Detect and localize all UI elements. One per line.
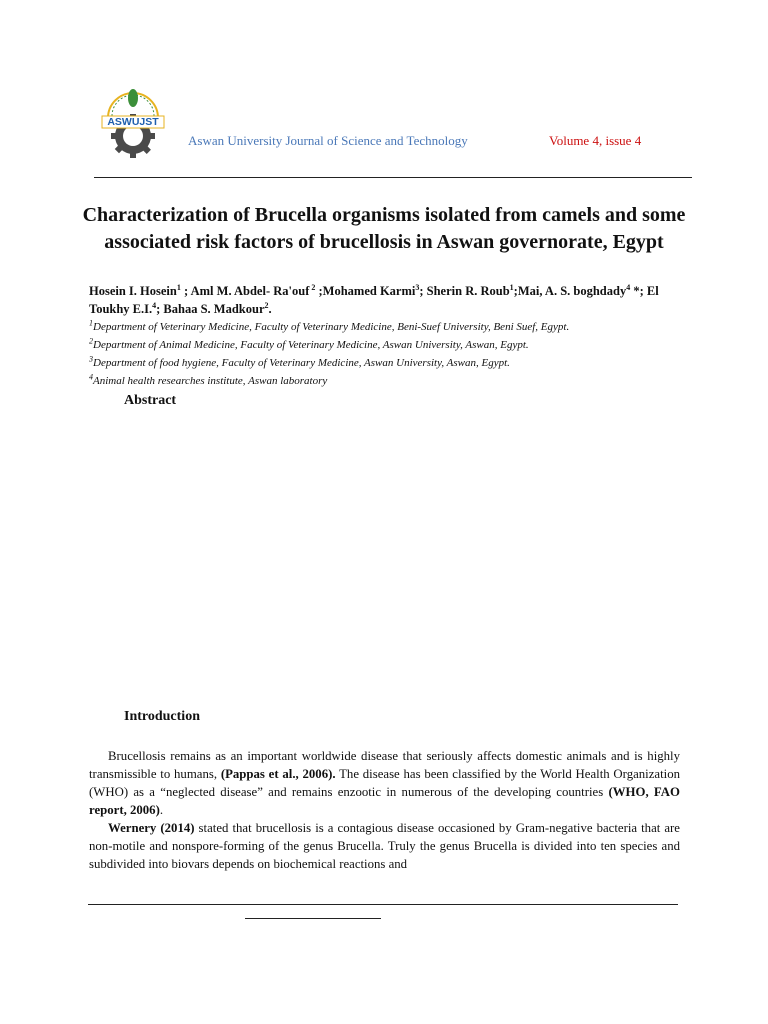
paper-title: Characterization of Brucella organisms isolated from camels and some associated risk factors of brucellosis in Aswan governorate, Egypt	[82, 204, 686, 253]
author-sup: 4	[152, 300, 157, 310]
author-sup: 2	[264, 300, 269, 310]
author-sup: 4	[626, 282, 631, 292]
header-rule	[94, 177, 692, 178]
footnote-rule	[245, 918, 381, 919]
affiliation	[89, 372, 689, 390]
affiliation-list	[89, 318, 689, 390]
affiliation-text: Animal health researches institute, Aswan laboratory	[93, 375, 328, 387]
text-run: .	[159, 803, 164, 817]
abstract-heading: Abstract	[124, 393, 177, 408]
author-separator: *;	[630, 284, 647, 298]
affiliation	[89, 354, 689, 372]
affiliation-sup: 1	[89, 318, 93, 328]
paragraph	[89, 819, 680, 873]
volume-issue: Volume 4, issue 4	[549, 133, 642, 148]
citation: (WHO, FAO report, 2006)	[89, 785, 680, 817]
author-name: Mai, A. S. boghdady	[517, 284, 627, 298]
paragraph	[89, 747, 680, 819]
author-name: El Toukhy E.I.	[89, 284, 659, 316]
introduction-body	[89, 747, 680, 873]
author-separator: ;	[156, 302, 164, 316]
author-list	[89, 282, 689, 318]
text-run: stated that brucellosis is a contagious disease occasioned by Gram-negative bacteria that are non-motile and nonspore-forming of the genus Brucella. Truly the genus Brucella is divided into ten species and subdivided into biovars depends on biochemical reactions and	[89, 821, 680, 871]
affiliation-text: Department of Veterinary Medicine, Faculty of Veterinary Medicine, Beni-Suef University, Beni Suef, Egypt.	[93, 321, 570, 333]
text-run: The disease has been classified by the World Health Organization (WHO) as a “neglected disease” and remains enzootic in numerous of the developing countries	[89, 767, 680, 799]
affiliation-text: Department of food hygiene, Faculty of Veterinary Medicine, Aswan University, Aswan, Egypt.	[93, 357, 510, 369]
affiliation	[89, 336, 689, 354]
author-separator: ;	[419, 284, 427, 298]
author-name: Bahaa S. Madkour	[163, 302, 265, 316]
journal-logo	[100, 84, 166, 164]
author-name: Sherin R. Roub	[426, 284, 510, 298]
author-sup: 1	[176, 282, 181, 292]
author-separator: ;	[315, 284, 323, 298]
author-separator: ;	[513, 284, 518, 298]
author-separator: ;	[180, 284, 191, 298]
footer-rule	[88, 904, 678, 905]
affiliation-sup: 4	[89, 372, 93, 382]
logo-text: ASWUJST	[107, 116, 159, 128]
author-name: Aml M. Abdel- Ra'ouf	[190, 284, 310, 298]
affiliation	[89, 318, 689, 336]
text-run: Brucellosis remains as an important worldwide disease that seriously affects domestic animals and is highly transmissible to humans,	[89, 749, 680, 781]
citation: (Pappas et al., 2006).	[220, 767, 336, 781]
affiliation-sup: 2	[89, 336, 93, 346]
affiliation-sup: 3	[89, 354, 93, 364]
author-separator: .	[268, 302, 272, 316]
author-name: Hosein I. Hosein	[89, 284, 177, 298]
author-sup: 3	[415, 282, 420, 292]
affiliation-text: Department of Animal Medicine, Faculty of Veterinary Medicine, Aswan University, Aswan, Egypt.	[93, 339, 529, 351]
author-sup: 1	[509, 282, 514, 292]
author-name: Mohamed Karmi	[322, 284, 416, 298]
author-sup: 2	[309, 282, 316, 292]
citation: Wernery (2014)	[108, 821, 195, 835]
journal-name: Aswan University Journal of Science and Technology	[188, 133, 468, 148]
introduction-heading: Introduction	[124, 709, 200, 724]
